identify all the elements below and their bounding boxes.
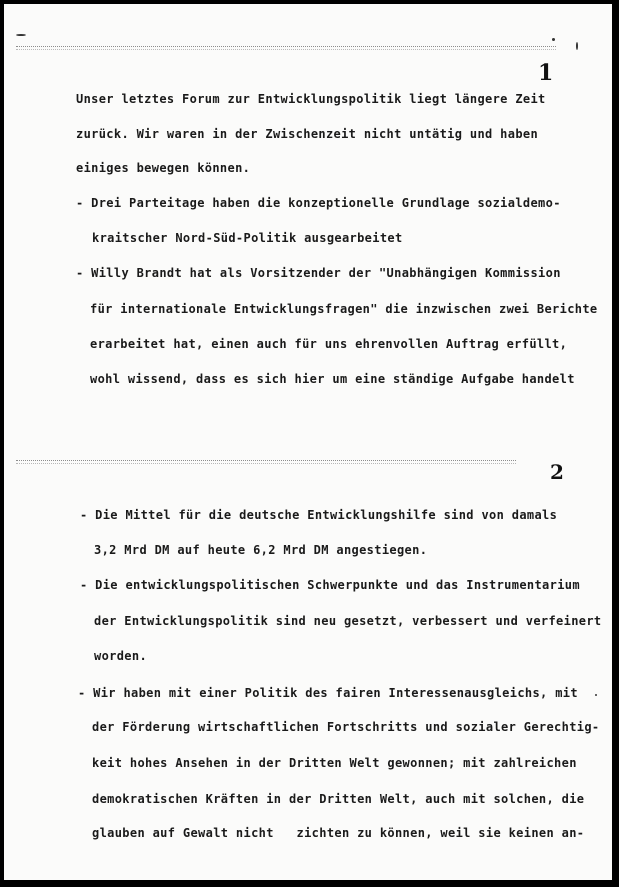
text-line: - Die Mittel für die deutsche Entwicklungshilfe sind von damals	[80, 508, 558, 522]
text-line: - Willy Brandt hat als Vorsitzender der "Unabhängigen Kommission	[76, 266, 561, 280]
text-line: wohl wissend, dass es sich hier um eine ständige Aufgabe handelt	[90, 372, 575, 386]
text-line: kraitscher Nord-Süd-Politik ausgearbeitet	[92, 231, 403, 245]
text-line: erarbeitet hat, einen auch für uns ehrenvollen Auftrag erfüllt,	[90, 337, 568, 351]
scan-speck	[595, 694, 597, 696]
text-line: 3,2 Mrd DM auf heute 6,2 Mrd DM angestiegen.	[94, 543, 428, 557]
scan-noise-top	[16, 46, 556, 50]
text-line: - Wir haben mit einer Politik des fairen Interessenausgleichs, mit	[78, 686, 578, 700]
text-line: der Entwicklungspolitik sind neu gesetzt, verbessert und verfeinert	[94, 614, 602, 628]
text-line: keit hohes Ansehen in der Dritten Welt gewonnen; mit zahlreichen	[92, 756, 577, 770]
text-line: demokratischen Kräften in der Dritten Welt, auch mit solchen, die	[92, 792, 585, 806]
scan-noise-middle	[16, 460, 516, 464]
scanned-page	[4, 4, 612, 880]
text-line: - Drei Parteitage haben die konzeptionelle Grundlage sozialdemo-	[76, 196, 561, 210]
scan-speck	[576, 42, 578, 50]
text-line: worden.	[94, 649, 148, 663]
scan-speck	[16, 34, 26, 36]
scan-speck	[552, 38, 555, 41]
text-line: glauben auf Gewalt nicht zichten zu können, weil sie keinen an-	[92, 826, 585, 840]
page-marker-1: 1	[538, 60, 554, 86]
page-marker-2: 2	[550, 460, 564, 484]
text-line: einiges bewegen können.	[76, 161, 251, 175]
text-line: - Die entwicklungspolitischen Schwerpunkte und das Instrumentarium	[80, 578, 580, 592]
text-line: für internationale Entwicklungsfragen" die inzwischen zwei Berichte	[90, 302, 598, 316]
text-line: der Förderung wirtschaftlichen Fortschritts und sozialer Gerechtig-	[92, 720, 600, 734]
text-line: zurück. Wir waren in der Zwischenzeit nicht untätig und haben	[76, 127, 539, 141]
text-line: Unser letztes Forum zur Entwicklungspolitik liegt längere Zeit	[76, 92, 546, 106]
